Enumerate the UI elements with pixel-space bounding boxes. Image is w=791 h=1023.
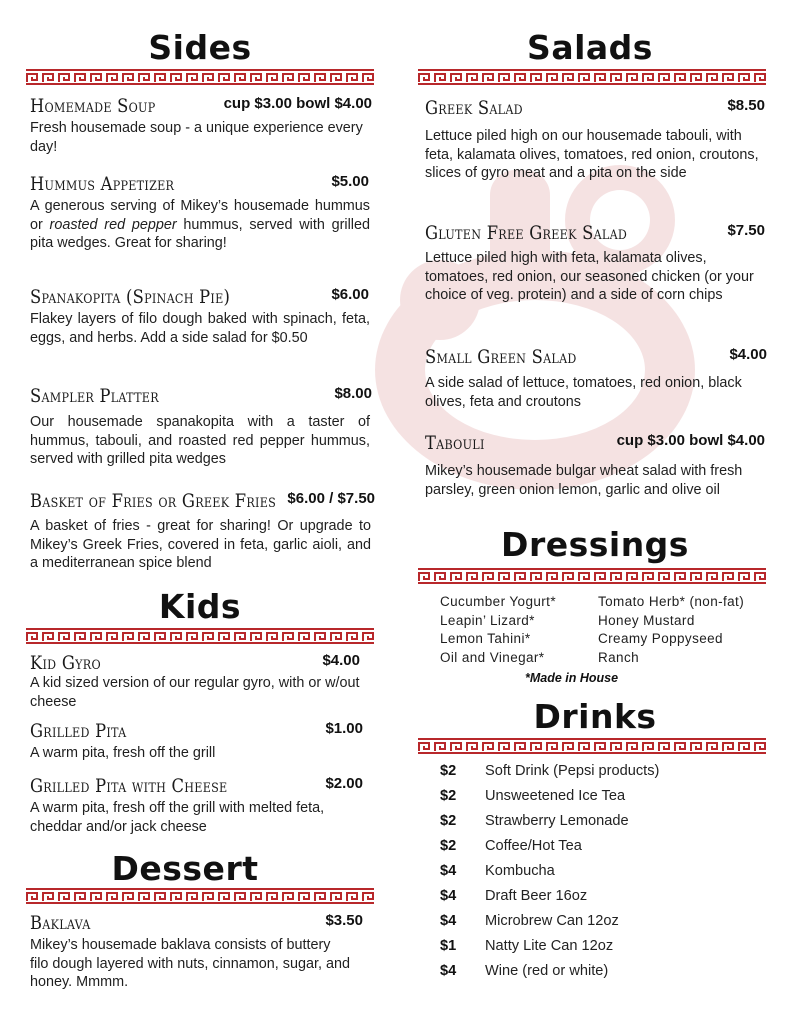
item-description: Fresh housemade soup - a unique experience every day! bbox=[30, 120, 363, 155]
kids-heading: Kids bbox=[158, 587, 242, 626]
list-item: Oil and Vinegar* bbox=[440, 649, 545, 665]
greek-key-border bbox=[418, 568, 766, 584]
item-description: A basket of fries - great for sharing! Or upgrade to Mikey’s Greek Fries, covered in feta, garlic aioli, and a mediterranean spice blend bbox=[30, 518, 371, 571]
item-price: $6.00 / $7.50 bbox=[287, 490, 375, 507]
item-name: Tabouli bbox=[425, 432, 485, 454]
drink-price: $4 bbox=[440, 888, 457, 904]
item-description: A warm pita, fresh off the grill with melted feta, cheddar and/or jack cheese bbox=[30, 800, 325, 835]
drink-name: Soft Drink (Pepsi products) bbox=[485, 763, 660, 779]
item-price: $3.50 bbox=[325, 912, 363, 929]
item-price: $5.00 bbox=[331, 173, 369, 190]
item-price: $6.00 bbox=[331, 286, 369, 303]
item-price: cup $3.00 bowl $4.00 bbox=[616, 432, 765, 449]
list-item: Tomato Herb* (non-fat) bbox=[598, 594, 745, 609]
drink-price: $2 bbox=[440, 813, 457, 829]
item-price: $2.00 bbox=[325, 775, 363, 792]
drink-name: Draft Beer 16oz bbox=[485, 888, 588, 904]
greek-key-border bbox=[418, 738, 766, 754]
item-description: A warm pita, fresh off the grill bbox=[30, 745, 216, 761]
list-item: Cucumber Yogurt* bbox=[440, 594, 556, 609]
drink-name: Unsweetened Ice Tea bbox=[485, 788, 626, 804]
drink-price: $2 bbox=[440, 763, 457, 779]
item-description: Mikey’s housemade bulgar wheat salad with fresh parsley, green onion lemon, garlic and olive oil bbox=[425, 463, 743, 498]
greek-key-border bbox=[418, 69, 766, 85]
drink-name: Coffee/Hot Tea bbox=[485, 838, 582, 854]
item-description: Lettuce piled high on our housemade tabouli, with feta, kalamata olives, tomatoes, red onion, croutons, slices of gyro meat and a pita on the side bbox=[425, 128, 759, 181]
drink-price: $4 bbox=[440, 963, 457, 979]
drink-name: Strawberry Lemonade bbox=[485, 813, 629, 829]
item-name: Kid Gyro bbox=[30, 652, 101, 674]
dressings-list-left bbox=[440, 593, 556, 667]
item-name: Spanakopita (Spinach Pie) bbox=[30, 286, 231, 308]
list-item: Creamy Poppyseed bbox=[598, 631, 723, 646]
item-description: Mikey’s housemade baklava consists of buttery filo dough layered with nuts, cinnamon, sugar, and honey. Mmmm. bbox=[30, 937, 350, 990]
item-price: $1.00 bbox=[325, 720, 363, 737]
item-description: A kid sized version of our regular gyro, with or w/out cheese bbox=[30, 675, 360, 710]
item-price: $4.00 bbox=[729, 346, 767, 363]
item-description: Flakey layers of filo dough baked with spinach, feta, eggs, and herbs. Add a side salad for $0.50 bbox=[30, 311, 370, 346]
list-item: Ranch bbox=[598, 649, 640, 665]
item-description: Our housemade spanakopita with a taster of hummus, tabouli, and roasted red pepper hummus, served with grilled pita wedges bbox=[30, 414, 370, 467]
sides-heading: Sides bbox=[148, 28, 252, 67]
item-description: Lettuce piled high with feta, kalamata olives, tomatoes, red onion, our seasoned chicken (or your choice of veg. protein) and a side of corn chips bbox=[425, 250, 754, 303]
list-item: Leapin’ Lizard* bbox=[440, 612, 535, 628]
item-name: Baklava bbox=[30, 912, 91, 934]
item-description: A side salad of lettuce, tomatoes, red onion, black olives, feta and croutons bbox=[425, 375, 742, 410]
salads-heading: Salads bbox=[527, 28, 653, 67]
dressings-heading: Dressings bbox=[501, 525, 689, 564]
item-name: Homemade Soup bbox=[30, 95, 156, 117]
drink-name: Kombucha bbox=[485, 863, 555, 879]
item-price: cup $3.00 bowl $4.00 bbox=[223, 95, 372, 112]
made-in-house-note: *Made in House bbox=[525, 671, 619, 685]
dressings-list-right bbox=[598, 593, 744, 667]
item-name: Greek Salad bbox=[425, 97, 523, 119]
item-name: Basket of Fries or Greek Fries bbox=[30, 490, 277, 512]
item-name: Small Green Salad bbox=[425, 346, 577, 368]
drink-name: Natty Lite Can 12oz bbox=[485, 938, 614, 954]
greek-key-border bbox=[26, 69, 374, 85]
greek-key-border bbox=[26, 628, 374, 644]
item-price: $8.00 bbox=[334, 385, 372, 402]
item-name: Sampler Platter bbox=[30, 385, 159, 407]
drink-price: $2 bbox=[440, 838, 457, 854]
drink-price: $2 bbox=[440, 788, 457, 804]
item-name: Hummus Appetizer bbox=[30, 173, 175, 195]
item-description: A generous serving of Mikey’s housemade hummus or roasted red pepper hummus, served with grilled pita wedges. Great for sharing! bbox=[30, 198, 370, 251]
item-name: Grilled Pita with Cheese bbox=[30, 775, 228, 797]
dessert-heading: Dessert bbox=[111, 849, 259, 888]
item-price: $7.50 bbox=[727, 222, 765, 239]
drink-price: $4 bbox=[440, 913, 457, 929]
list-item: Honey Mustard bbox=[598, 612, 695, 628]
drink-price: $4 bbox=[440, 863, 457, 879]
drink-name: Microbrew Can 12oz bbox=[485, 913, 619, 929]
drinks-heading: Drinks bbox=[533, 697, 657, 736]
item-name: Grilled Pita bbox=[30, 720, 127, 742]
item-name: Gluten Free Greek Salad bbox=[425, 222, 628, 244]
list-item: Lemon Tahini* bbox=[440, 631, 531, 646]
item-price: $8.50 bbox=[727, 97, 765, 114]
greek-key-border bbox=[26, 888, 374, 904]
item-price: $4.00 bbox=[322, 652, 360, 669]
drink-price: $1 bbox=[440, 938, 457, 954]
drink-name: Wine (red or white) bbox=[485, 963, 609, 979]
